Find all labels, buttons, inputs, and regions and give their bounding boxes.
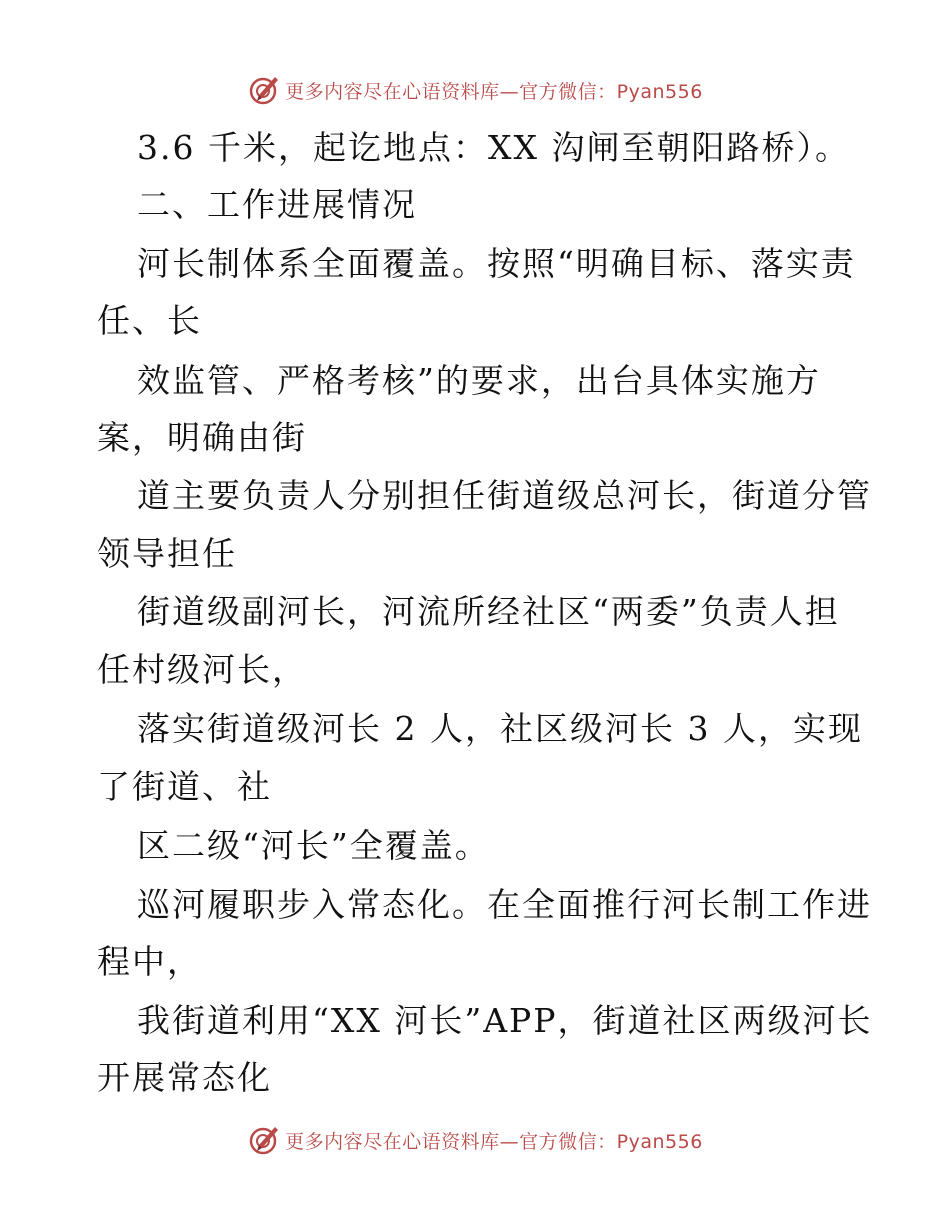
text-line: 区二级“河长”全覆盖。 bbox=[137, 826, 490, 865]
text-line: 效监管、严格考核”的要求，出台具体实施方 bbox=[137, 361, 821, 400]
header-watermark bbox=[0, 70, 950, 110]
text-line: 道主要负责人分别担任街道级总河长，街道分管 bbox=[137, 476, 872, 515]
pen-logo-icon bbox=[247, 73, 281, 107]
text-line: 任村级河长， bbox=[97, 650, 307, 689]
text-line: 街道级副河长，河流所经社区“两委”负责人担 bbox=[137, 592, 840, 631]
text-line: 开展常态化 bbox=[97, 1058, 272, 1097]
text-line: 案，明确由街 bbox=[97, 418, 307, 457]
text-line: 了街道、社 bbox=[97, 767, 272, 806]
text-line: 3.6 千米，起讫地点：XX 沟闸至朝阳路桥）。 bbox=[137, 128, 850, 167]
text-line: 任、长 bbox=[97, 301, 202, 340]
header-watermark-text: 更多内容尽在心语资料库—官方微信：Pyan556 bbox=[285, 80, 703, 103]
text-line: 我街道利用“XX 河长”APP，街道社区两级河长 bbox=[137, 1001, 873, 1040]
footer-watermark bbox=[0, 1120, 950, 1160]
text-line: 程中， bbox=[97, 942, 202, 981]
text-line: 河长制体系全面覆盖。按照“明确目标、落实责 bbox=[137, 244, 856, 283]
text-line: 领导担任 bbox=[97, 534, 237, 573]
pen-logo-icon bbox=[247, 1123, 281, 1157]
text-line: 巡河履职步入常态化。在全面推行河长制工作进 bbox=[137, 885, 872, 924]
text-line: 落实街道级河长 2 人，社区级河长 3 人，实现 bbox=[137, 709, 863, 748]
footer-watermark-text: 更多内容尽在心语资料库—官方微信：Pyan556 bbox=[285, 1130, 703, 1153]
section-heading: 二、工作进展情况 bbox=[137, 185, 417, 224]
